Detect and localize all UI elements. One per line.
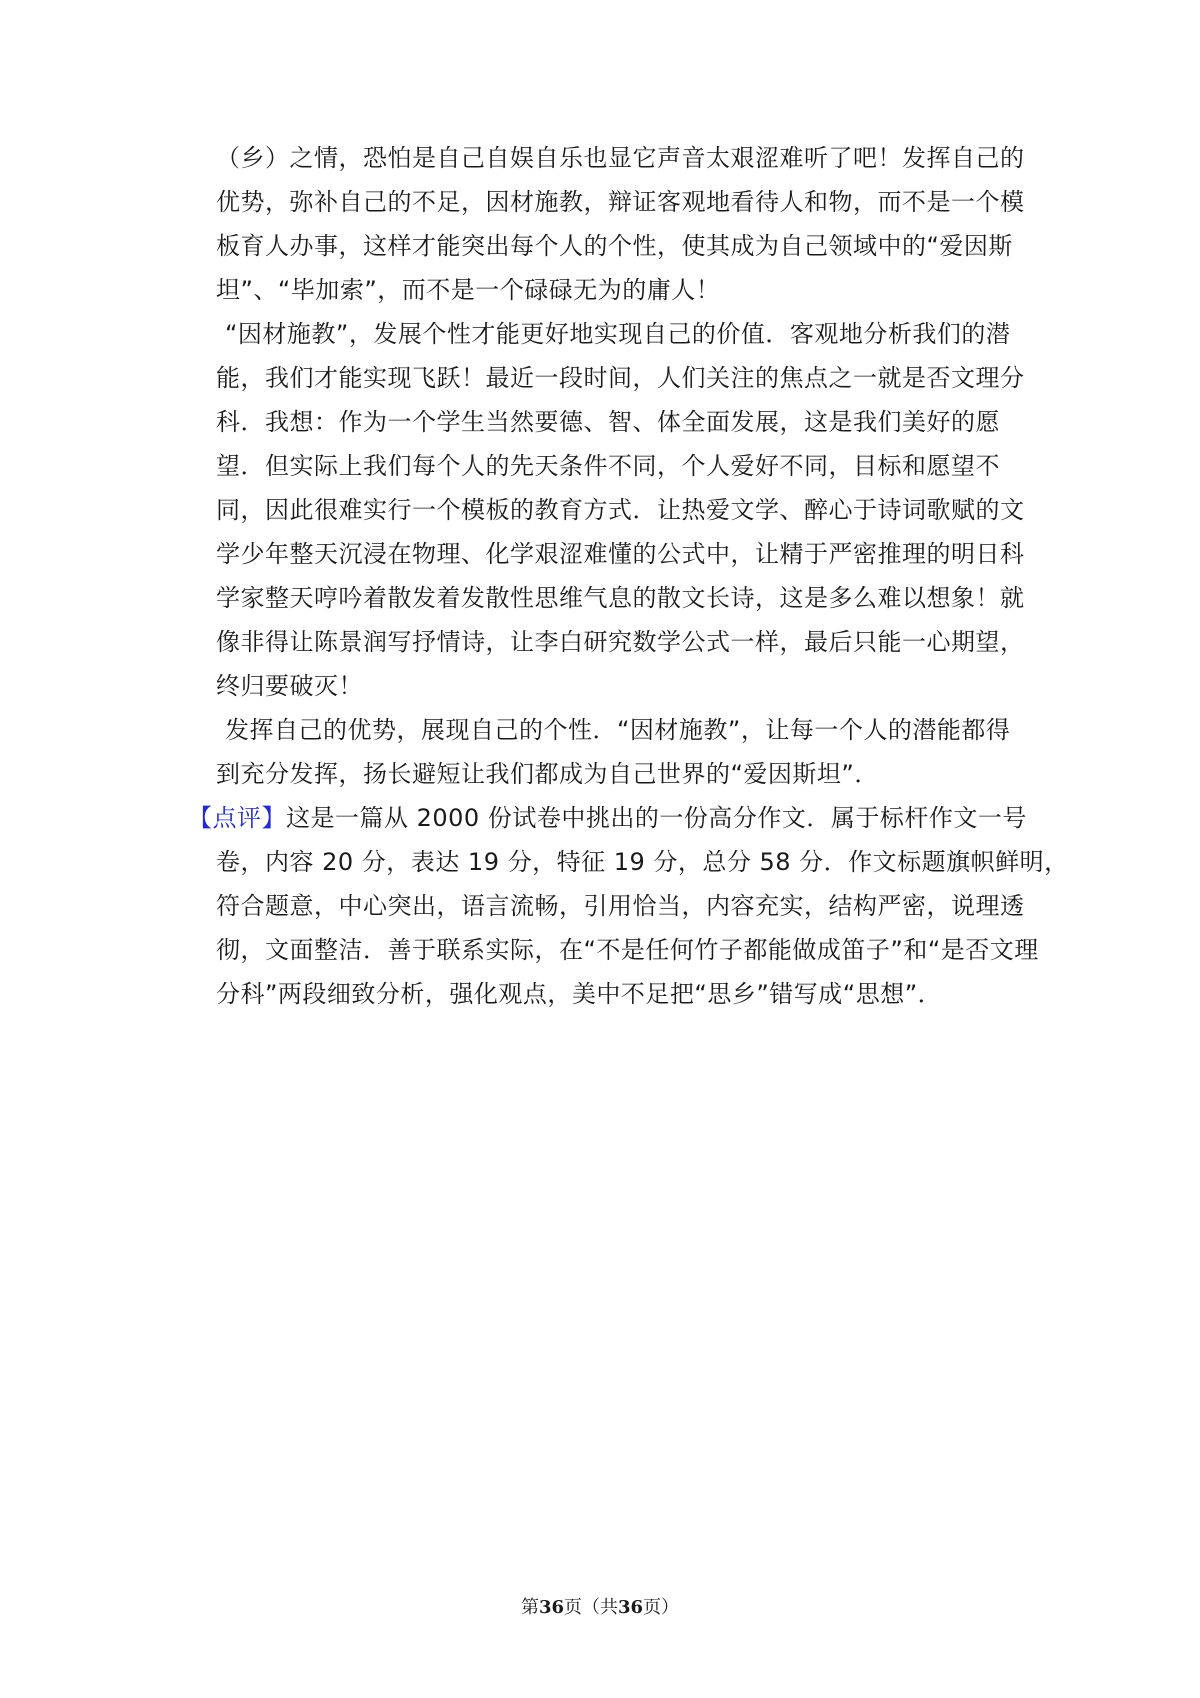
footer-middle: 页（共 bbox=[564, 1597, 618, 1618]
comment-line: 符合题意，中心突出，语言流畅，引用恰当，内容充实，结构严密，说理透 bbox=[216, 892, 1025, 920]
essay-line: “因材施教”，发展个性才能更好地实现自己的价值．客观地分析我们的潜 bbox=[225, 320, 1011, 348]
essay-line: 科．我想：作为一个学生当然要德、智、体全面发展，这是我们美好的愿 bbox=[216, 408, 1000, 436]
footer-suffix: 页） bbox=[643, 1597, 680, 1618]
essay-line: 望．但实际上我们每个人的先天条件不同，个人爱好不同，目标和愿望不 bbox=[216, 452, 1000, 480]
comment-line: 卷，内容 20 分，表达 19 分，特征 19 分，总分 58 分．作文标题旗帜鲜明， bbox=[216, 848, 1069, 876]
comment-text: 这是一篇从 2000 份试卷中挑出的一份高分作文．属于标杆作文一号 bbox=[286, 804, 1027, 832]
comment-line: 彻，文面整洁．善于联系实际，在“不是任何竹子都能做成笛子”和“是否文理 bbox=[216, 936, 1039, 964]
essay-line: 能，我们才能实现飞跃！最近一段时间，人们关注的焦点之一就是否文理分 bbox=[216, 364, 1025, 392]
page-number: 36 bbox=[538, 1597, 564, 1618]
essay-line: 坦”、“毕加索”，而不是一个碌碌无为的庸人！ bbox=[216, 276, 721, 304]
comment-first-line bbox=[188, 800, 1027, 836]
comment-label: 【点评】 bbox=[188, 804, 286, 832]
essay-line: 终归要破灭！ bbox=[216, 672, 363, 700]
footer-prefix: 第 bbox=[520, 1597, 539, 1618]
essay-line: 到充分发挥，扬长避短让我们都成为自己世界的“爱因斯坦”． bbox=[216, 760, 879, 788]
essay-line: 发挥自己的优势，展现自己的个性．“因材施教”，让每一个人的潜能都得 bbox=[225, 716, 1011, 744]
essay-line: （乡）之情，恐怕是自己自娱自乐也显它声音太艰涩难听了吧！发挥自己的 bbox=[216, 144, 1025, 172]
essay-line: 板育人办事，这样才能突出每个人的个性，使其成为自己领域中的“爱因斯 bbox=[216, 232, 1013, 260]
comment-line: 分科”两段细致分析，强化观点，美中不足把“思乡”错写成“思想”． bbox=[216, 980, 943, 1008]
essay-line: 同，因此很难实行一个模板的教育方式．让热爱文学、醉心于诗词歌赋的文 bbox=[216, 496, 1025, 524]
essay-line: 优势，弥补自己的不足，因材施教，辩证客观地看待人和物，而不是一个模 bbox=[216, 188, 1025, 216]
total-pages: 36 bbox=[618, 1597, 644, 1618]
essay-line: 学家整天哼吟着散发着发散性思维气息的散文长诗，这是多么难以想象！就 bbox=[216, 584, 1025, 612]
page-footer bbox=[0, 1596, 1200, 1620]
essay-line: 学少年整天沉浸在物理、化学艰涩难懂的公式中，让精于严密推理的明日科 bbox=[216, 540, 1025, 568]
essay-line: 像非得让陈景润写抒情诗，让李白研究数学公式一样，最后只能一心期望， bbox=[216, 628, 1025, 656]
